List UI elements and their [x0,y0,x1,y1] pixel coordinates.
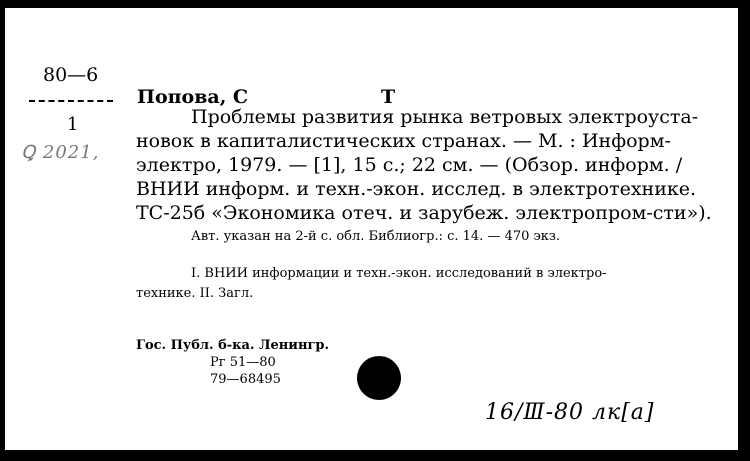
classification-divider [29,100,113,102]
series-line: ВНИИ информ. и техн.-экон. исслед. в электротехнике. [136,178,697,200]
author-heading: Попова, С [137,86,249,108]
classification-denominator: 1 [67,114,79,135]
author-initial-letter: Т [381,86,396,108]
title-line: новок в капиталистических странах. — М. : Информ- [136,130,671,152]
library-rg-code: Рг 51—80 [210,355,276,370]
pencil-mark: Ꝗ 2021, [21,142,100,163]
title-line: Проблемы развития рынка ветровых электроуста- [191,106,699,128]
tracings-line: технике. II. Загл. [136,286,254,301]
library-name: Гос. Публ. б-ка. Ленингр. [136,338,330,353]
bibliographic-note: Авт. указан на 2-й с. обл. Библиогр.: с. 14. — 470 экз. [191,229,561,244]
classification-code: 80—6 [43,64,99,86]
library-card-number: 79—68495 [210,372,281,387]
tracings-line: I. ВНИИ информации и техн.-экон. исследований в электро- [191,266,607,281]
series-line: ТС-25б «Экономика отеч. и зарубеж. электропром-сти»). [136,202,712,224]
catalog-card [5,8,738,450]
handwritten-note: 16/Ⅲ-80 лк[а] [485,400,655,425]
ink-blot [357,356,401,400]
imprint-line: электро, 1979. — [1], 15 с.; 22 см. — (Обзор. информ. / [136,154,683,176]
